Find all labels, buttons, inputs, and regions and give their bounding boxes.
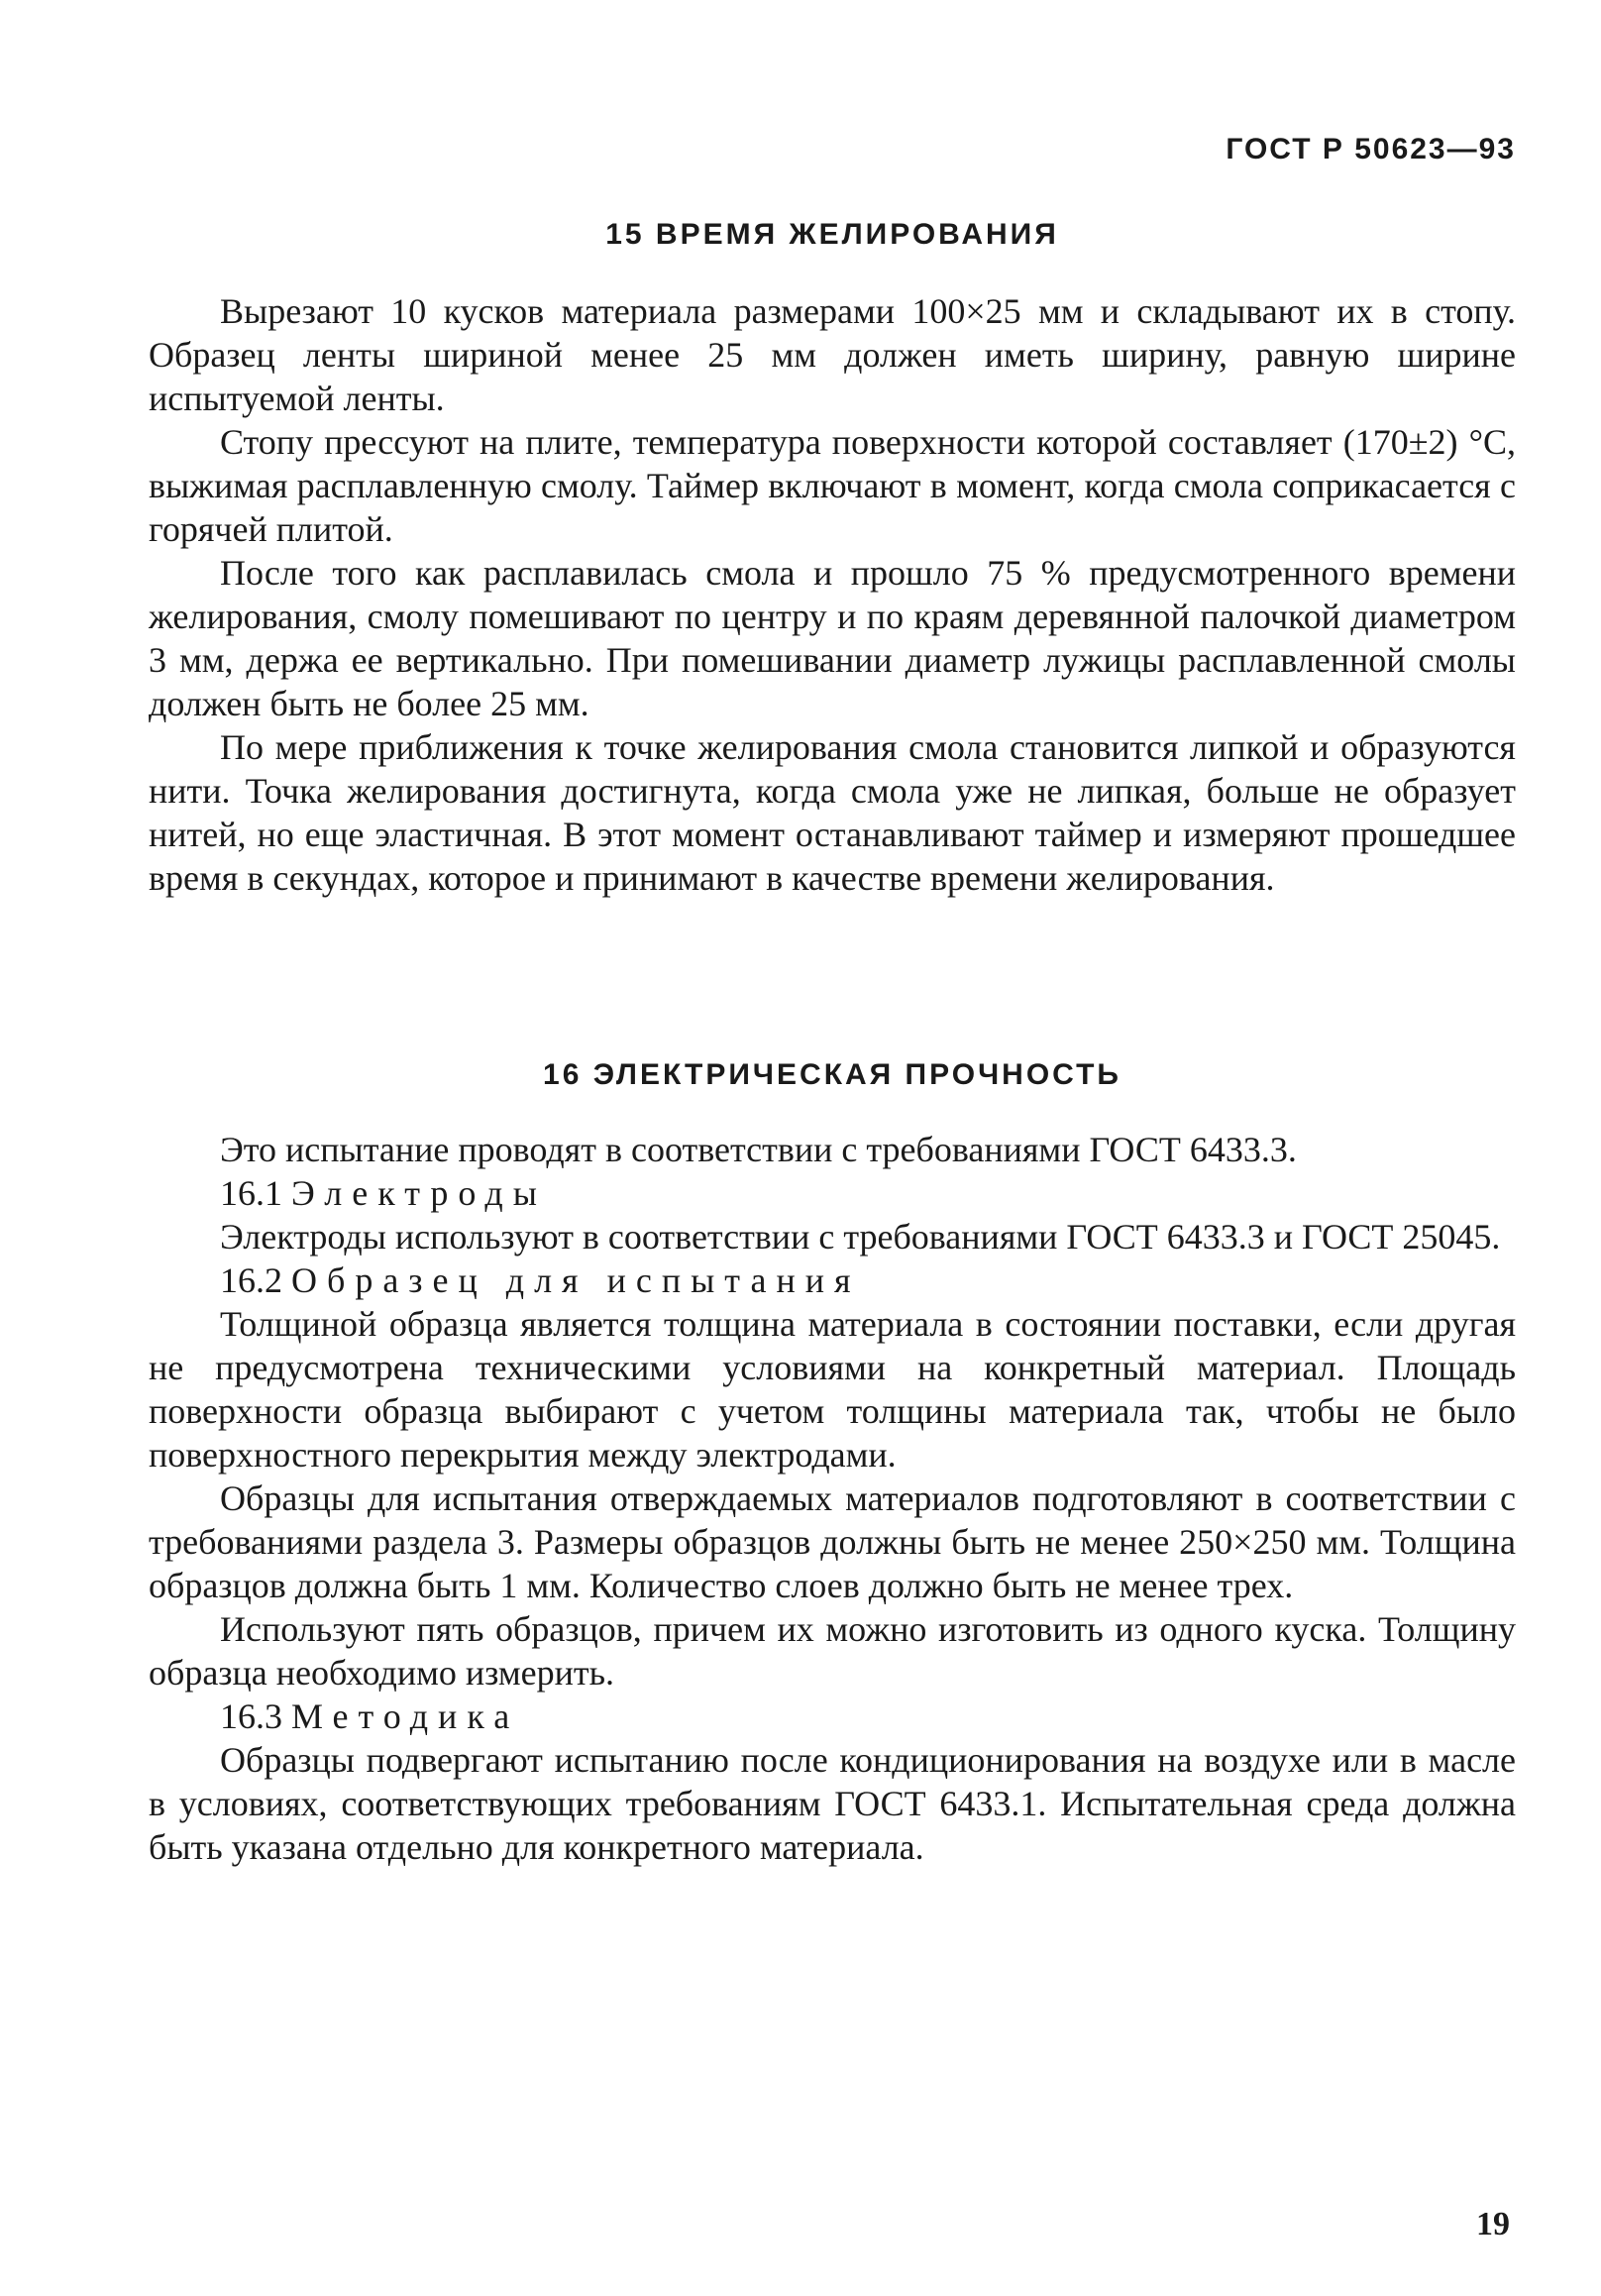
subsection-16-3-text: Образцы подвергают испытанию после кондиционирования на воздухе или в масле в условиях, соответствующих требованиям ГОСТ 6433.1. Испытательная среда должна быть указана отдельно для конкретного материала. bbox=[149, 1740, 1516, 1867]
section-15-body bbox=[149, 289, 1516, 900]
section-15-paragraph: Стопу прессуют на плите, температура поверхности которой составляет (170±2) °С, выжимая расплавленную смолу. Таймер включают в момент, когда смола соприкасается с горячей плитой. bbox=[149, 422, 1516, 549]
subsection-title: Образец для испытания bbox=[291, 1260, 861, 1300]
subsection-16-1-text: Электроды используют в соответствии с требованиями ГОСТ 6433.3 и ГОСТ 25045. bbox=[220, 1217, 1501, 1257]
subsection-16-2-paragraph: Используют пять образцов, причем их можно изготовить из одного куска. Толщину образца необходимо измерить. bbox=[149, 1609, 1516, 1693]
subsection-title: Методика bbox=[291, 1696, 520, 1736]
section-15-heading: 15 ВРЕМЯ ЖЕЛИРОВАНИЯ bbox=[605, 218, 1059, 251]
subsection-16-1-title bbox=[149, 1171, 1516, 1215]
section-16-intro: Это испытание проводят в соответствии с требованиями ГОСТ 6433.3. bbox=[220, 1130, 1297, 1169]
section-15-paragraph: После того как расплавилась смола и прошло 75 % предусмотренного времени желирования, смолу помешивают по центру и по краям деревянной палочкой диаметром 3 мм, держа ее вертикально. При помешивании диаметр лужицы расплавленной смолы должен быть не более 25 мм. bbox=[149, 553, 1516, 723]
section-16-heading: 16 ЭЛЕКТРИЧЕСКАЯ ПРОЧНОСТЬ bbox=[543, 1058, 1121, 1091]
subsection-number: 16.2 bbox=[220, 1260, 282, 1300]
subsection-16-2-paragraph: Толщиной образца является толщина материала в состоянии поставки, если другая не предусмотрена техническими условиями на конкретный материал. Площадь поверхности образца выбирают с учетом толщины материала так, чтобы не было поверхностного перекрытия между электродами. bbox=[149, 1304, 1516, 1475]
section-16-body bbox=[149, 1128, 1516, 1869]
section-15-paragraph: Вырезают 10 кусков материала размерами 100×25 мм и складывают их в стопу. Образец ленты шириной менее 25 мм должен иметь ширину, равную ширине испытуемой ленты. bbox=[149, 291, 1516, 418]
page-number: 19 bbox=[1476, 2206, 1510, 2242]
subsection-number: 16.1 bbox=[220, 1173, 282, 1213]
subsection-16-2-title bbox=[149, 1258, 1516, 1302]
subsection-number: 16.3 bbox=[220, 1696, 282, 1736]
section-15-paragraph: По мере приближения к точке желирования смола становится липкой и образуются нити. Точка желирования достигнута, когда смола уже не липкая, больше не образует нитей, но еще эластичная. В этот момент останавливают таймер и измеряют прошедшее время в секундах, которое и принимают в качестве времени желирования. bbox=[149, 727, 1516, 898]
subsection-16-2-paragraph: Образцы для испытания отверждаемых материалов подготовляют в соответствии с требованиями раздела 3. Размеры образцов должны быть не менее 250×250 мм. Толщина образцов должна быть 1 мм. Количество слоев должно быть не менее трех. bbox=[149, 1478, 1516, 1605]
document-id: ГОСТ Р 50623—93 bbox=[1226, 133, 1516, 165]
subsection-title: Электроды bbox=[291, 1173, 547, 1213]
subsection-16-3-title bbox=[149, 1695, 1516, 1738]
